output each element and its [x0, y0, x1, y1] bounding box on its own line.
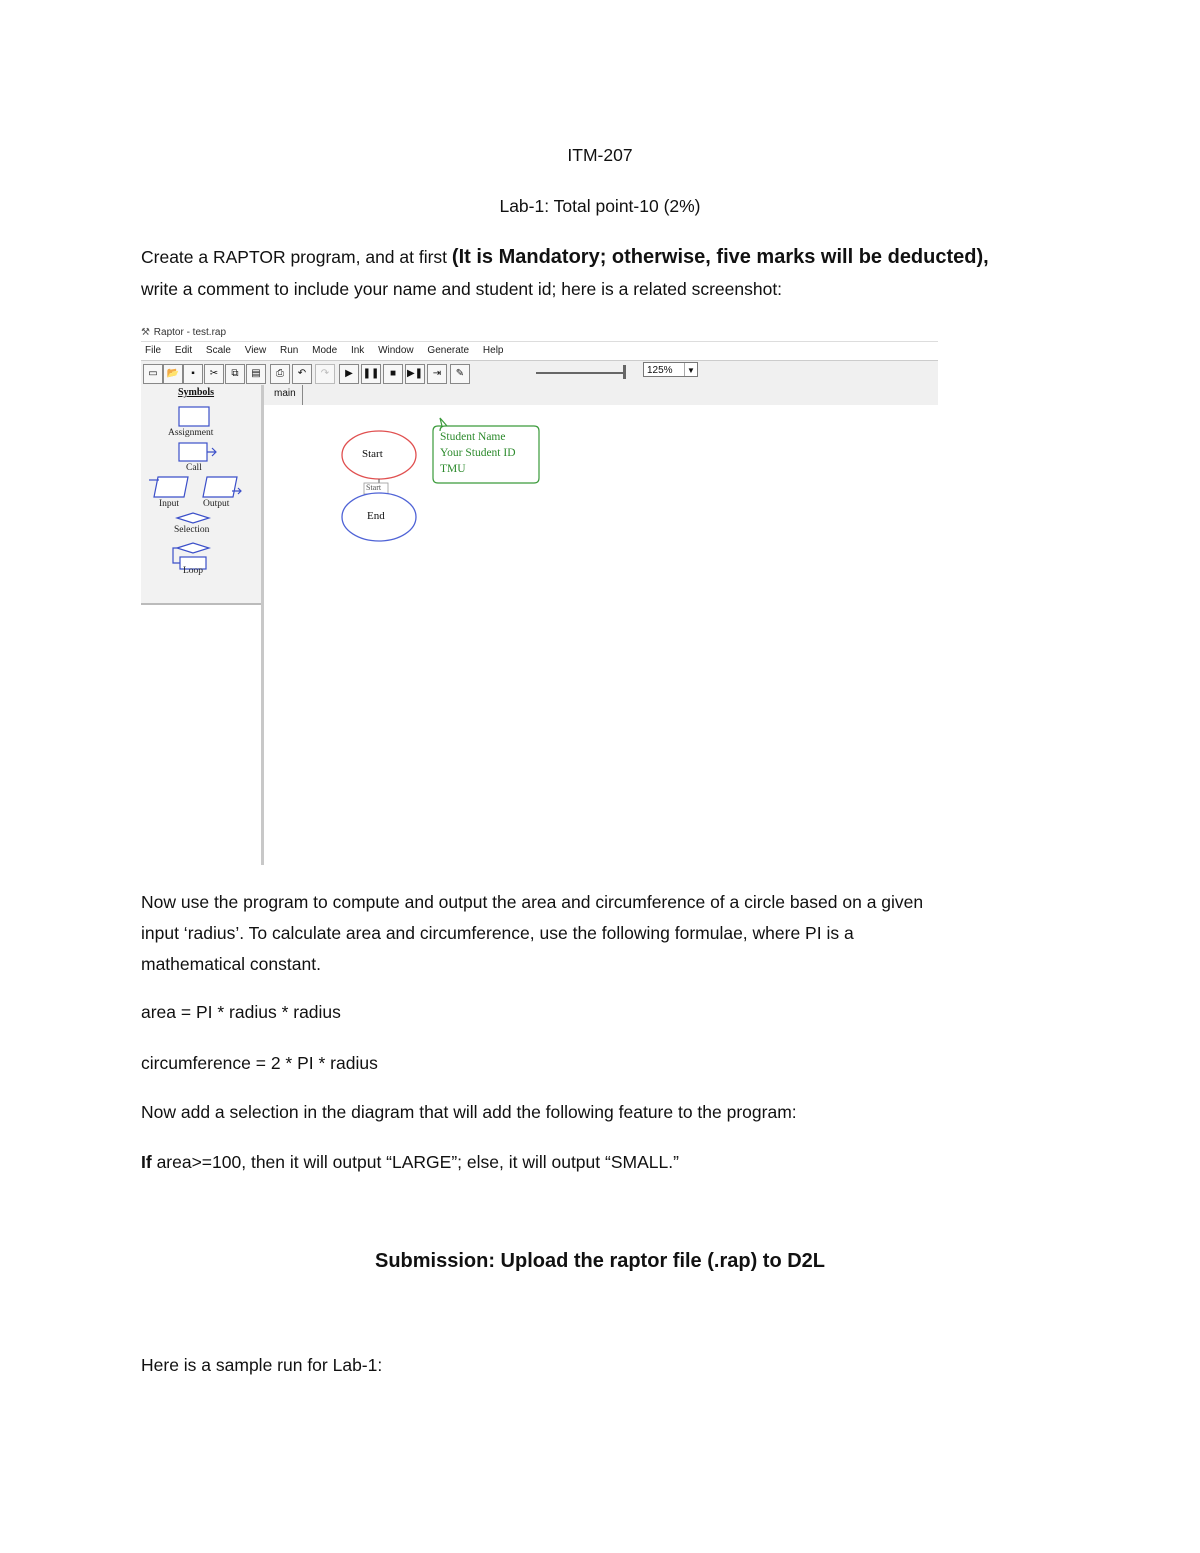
toolbar — [141, 360, 938, 387]
window-title-bar — [141, 325, 938, 341]
selection-symbol-icon — [177, 513, 209, 523]
input-symbol-icon — [154, 477, 188, 497]
symbol-loop-label[interactable]: Loop — [183, 566, 204, 576]
window-title: Raptor - test.rap — [153, 327, 227, 338]
intro-text: Create a RAPTOR program, and at first — [141, 247, 452, 267]
menu-window[interactable]: Window — [378, 345, 414, 356]
undo-icon[interactable]: ↶ — [292, 364, 312, 384]
assignment-symbol-icon — [179, 407, 209, 426]
mandatory-note: (It is Mandatory; otherwise, five marks will be deducted), — [451, 246, 989, 268]
intro-line-2: write a comment to include your name and student id; here is a related screenshot: — [141, 279, 783, 299]
selection-instruction: Now add a selection in the diagram that will add the following feature to the program: — [141, 1102, 797, 1122]
sample-run-label: Here is a sample run for Lab-1: — [141, 1355, 383, 1375]
instructions-line-2: input ‘radius’. To calculate area and circumference, use the following formulae, where PI is a — [141, 923, 854, 943]
instructions-line-1: Now use the program to compute and output the area and circumference of a circle based on a given — [141, 892, 924, 912]
flowchart-canvas[interactable] — [264, 405, 938, 865]
symbols-panel — [141, 385, 264, 865]
raptor-logo-icon: ⚒ — [141, 327, 150, 338]
pen-icon[interactable]: ✎ — [450, 364, 470, 384]
menu-generate[interactable]: Generate — [427, 345, 470, 356]
submission-heading: Submission: Upload the raptor file (.rap) to D2L — [374, 1250, 826, 1272]
symbols-header: Symbols — [177, 387, 215, 398]
open-icon[interactable]: 📂 — [163, 364, 183, 384]
stop-icon[interactable]: ■ — [383, 364, 403, 384]
comment-student-name: Student Name — [440, 431, 506, 443]
menu-scale[interactable]: Scale — [205, 345, 231, 356]
new-icon[interactable]: ▭ — [143, 364, 163, 384]
menu-help[interactable]: Help — [482, 345, 504, 356]
instructions-line-3: mathematical constant. — [141, 954, 321, 974]
formula-area: area = PI * radius * radius — [141, 1002, 341, 1022]
connector-label: Start — [366, 483, 382, 492]
condition-keyword: If — [141, 1152, 152, 1172]
symbol-output-label[interactable]: Output — [203, 499, 230, 509]
symbol-selection-label[interactable]: Selection — [174, 525, 210, 535]
menu-view[interactable]: View — [244, 345, 267, 356]
pause-icon[interactable]: ❚❚ — [361, 364, 381, 384]
zoom-select[interactable] — [643, 362, 698, 377]
formula-circumference: circumference = 2 * PI * radius — [141, 1053, 378, 1073]
course-code: ITM-207 — [567, 145, 633, 165]
copy-icon[interactable]: ⧉ — [225, 364, 245, 384]
call-symbol-icon — [179, 443, 207, 461]
redo-icon[interactable]: ↷ — [315, 364, 335, 384]
save-icon[interactable]: ▪ — [183, 364, 203, 384]
tab-main[interactable]: main — [268, 385, 303, 405]
menu-run[interactable]: Run — [280, 345, 299, 356]
step-into-icon[interactable]: ⇥ — [427, 364, 447, 384]
menu-edit[interactable]: Edit — [174, 345, 193, 356]
condition-text: area>=100, then it will output “LARGE”; else, it will output “SMALL.” — [151, 1152, 679, 1172]
flowchart-drawing — [264, 405, 938, 865]
symbol-input-label[interactable]: Input — [159, 499, 180, 509]
lab-title: Lab-1: Total point-10 (2%) — [499, 196, 701, 216]
raptor-screenshot — [141, 325, 938, 865]
print-icon[interactable]: ⎙ — [270, 364, 290, 384]
comment-tmu: TMU — [440, 463, 466, 475]
menu-file[interactable]: File — [145, 345, 162, 356]
menu-mode[interactable]: Mode — [312, 345, 338, 356]
step-icon[interactable]: ▶❚ — [405, 364, 425, 384]
play-icon[interactable]: ▶ — [339, 364, 359, 384]
condition-line — [141, 1152, 679, 1173]
variables-panel — [141, 603, 261, 865]
loop-symbol-icon — [177, 543, 209, 553]
tab-bar — [264, 385, 938, 405]
speed-slider-track[interactable] — [536, 372, 626, 374]
menu-bar — [141, 341, 938, 360]
speed-slider-thumb[interactable] — [623, 365, 626, 379]
symbol-assignment-label[interactable]: Assignment — [168, 428, 214, 438]
start-label: Start — [362, 448, 383, 460]
zoom-value: 125% — [647, 365, 673, 376]
paste-icon[interactable]: ▤ — [246, 364, 266, 384]
menu-ink[interactable]: Ink — [350, 345, 365, 356]
intro-line-1 — [141, 245, 989, 269]
cut-icon[interactable]: ✂ — [204, 364, 224, 384]
comment-text[interactable] — [440, 429, 516, 477]
comment-student-id: Your Student ID — [440, 447, 516, 459]
output-symbol-icon — [203, 477, 237, 497]
symbol-call-label[interactable]: Call — [186, 463, 202, 473]
chevron-down-icon[interactable]: ▼ — [684, 363, 697, 376]
end-label: End — [367, 510, 385, 522]
